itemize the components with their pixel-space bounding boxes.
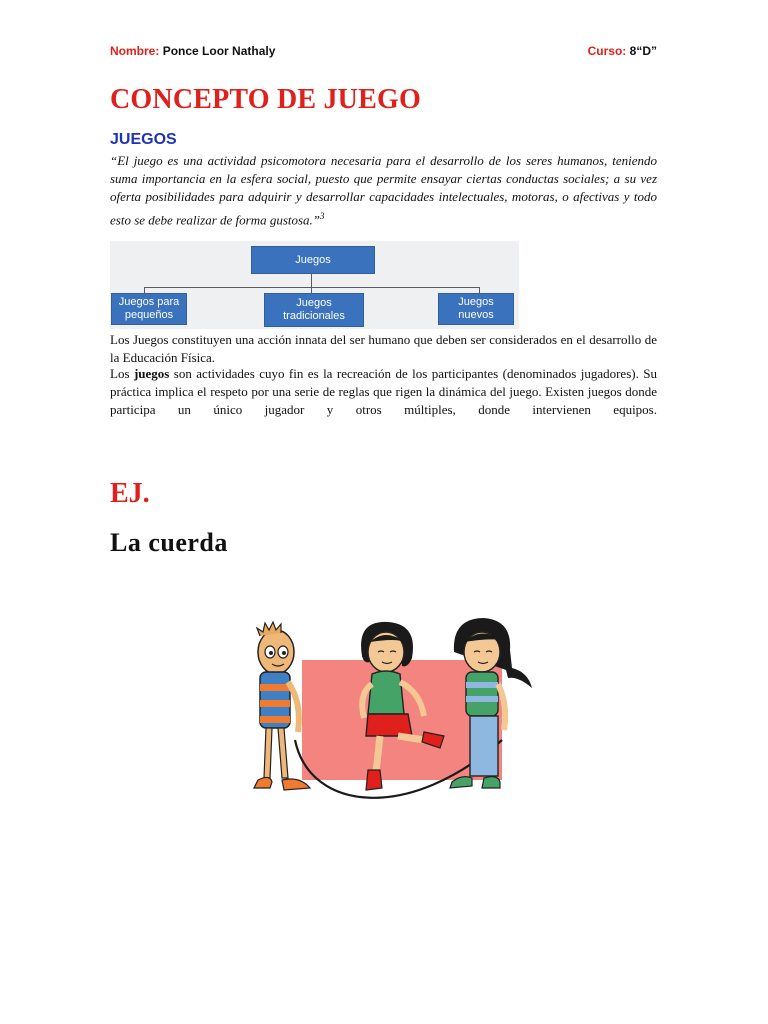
example-heading: EJ. (110, 478, 150, 509)
paragraph-bold-term: juegos (133, 366, 170, 381)
course (588, 44, 657, 58)
course-label: Curso: (587, 44, 627, 58)
definition-quote (110, 152, 657, 229)
games-diagram (110, 241, 519, 329)
footnote-ref: 3 (320, 210, 325, 221)
paragraph-prefix: Los (110, 366, 134, 381)
section-subtitle: JUEGOS (110, 131, 177, 148)
diagram-child-nuevos: Juegos nuevos (438, 293, 514, 325)
quote-text: “El juego es una actividad psicomotora necesaria para el desarrollo de los seres humanos, teniendo suma importancia en la esfera social, puesto que permite ensayar ciertas conductas sociales; a su vez oferta posibilidades para adquirir y desarrollar capacidades intelectuales, motoras, o afectivas y todo esto se debe realizar de forma gustosa.” (110, 153, 657, 227)
diagram-root: Juegos (251, 246, 375, 274)
example-title: La cuerda (110, 528, 228, 557)
boy-left-figure (254, 622, 310, 790)
paragraph-innate: Los Juegos constituyen una acción innata del ser humano que deben ser considerados en el desarrollo de la Educación Física. (110, 332, 657, 366)
name-value: Ponce Loor Nathaly (162, 44, 276, 58)
diagram-child-tradicionales: Juegos tradicionales (264, 293, 364, 327)
name-label: Nombre: (110, 44, 160, 58)
student-name (110, 44, 275, 58)
paragraph-definition (110, 365, 657, 420)
diagram-connector (311, 274, 312, 287)
diagram-child-pequenos: Juegos para pequeños (111, 293, 187, 325)
jump-rope-children-illustration (240, 612, 540, 822)
course-value: 8“D” (629, 44, 657, 58)
page-title: CONCEPTO DE JUEGO (110, 84, 421, 115)
paragraph-rest: son actividades cuyo fin es la recreación de los participantes (denominados jugadores). Su práctica implica el respeto por una serie de reglas que rigen la dinámica del juego. Existen juegos donde participa un único jugador y otros múltiples, donde intervienen equipos. (110, 366, 658, 418)
